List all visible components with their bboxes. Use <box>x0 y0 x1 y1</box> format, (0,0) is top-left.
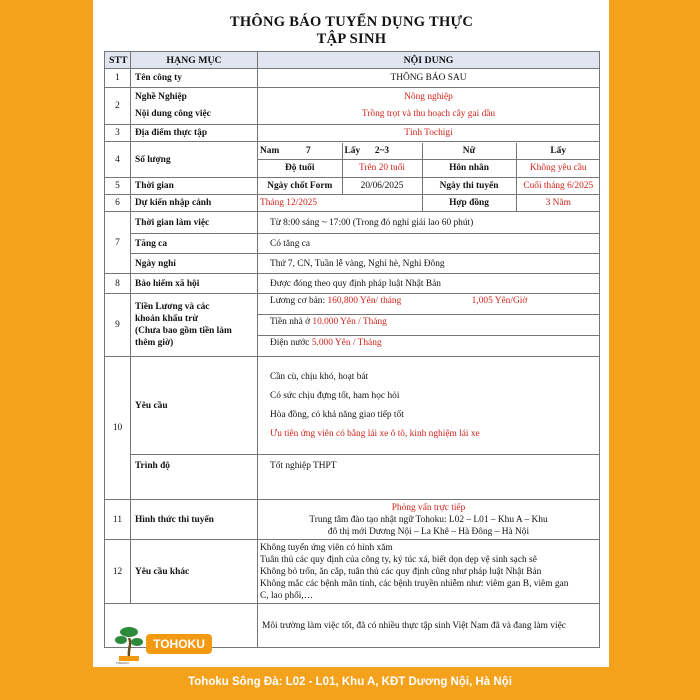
logo-text: TOHOKU <box>146 634 212 654</box>
other-requirement-item: Không tuyển ứng viên có hình xăm <box>260 542 393 553</box>
salary-label-line: khoản khấu trừ <box>135 314 198 324</box>
row-requirements <box>105 357 600 455</box>
row-label <box>131 88 258 125</box>
other-requirements-list <box>258 540 600 604</box>
row-number: 7 <box>105 212 131 274</box>
other-requirement-item: Không bỏ trốn, ăn cắp, tuân thủ các quy định cũng như pháp luật Nhật Bản <box>260 566 542 577</box>
row-number: 1 <box>105 69 131 88</box>
housing-cost <box>258 315 599 336</box>
utilities-cost <box>258 336 599 356</box>
form-deadline-label: Ngày chốt Form <box>258 178 342 194</box>
other-requirement-item: Không mắc các bệnh mãn tính, các bệnh truyền nhiễm như: viêm gan B, viêm gan <box>260 578 569 589</box>
header-noi-dung: NỘI DUNG <box>258 52 600 69</box>
row-working-time <box>105 212 600 234</box>
row-number: 2 <box>105 88 131 125</box>
header-row <box>105 52 600 69</box>
housing-value: 10.000 Yên / Tháng <box>312 317 387 327</box>
male-count: 7 <box>305 145 311 156</box>
exam-center: Trung tâm đào tạo nhật ngữ Tohoku: L02 – L01 – Khu A – Khu <box>309 514 548 525</box>
row-label: Tên công ty <box>131 69 258 88</box>
row-number: 9 <box>105 294 131 357</box>
exam-method: Phỏng vấn trực tiếp <box>391 502 466 513</box>
right-frame <box>609 0 700 700</box>
row-quantity <box>105 142 600 178</box>
row-label: Ngày nghỉ <box>131 254 258 274</box>
title-line-2: TẬP SINH <box>316 31 387 47</box>
exam-date-value: Cuối tháng 6/2025 <box>523 181 594 191</box>
row-label: Bảo hiểm xã hội <box>131 274 258 294</box>
row-label: Địa điểm thực tập <box>131 125 258 142</box>
title-line-1: THÔNG BÁO TUYỂN DỤNG THỰC <box>229 14 474 30</box>
row-location <box>105 125 600 142</box>
row-overtime <box>105 234 600 254</box>
row-label: Yêu cầu <box>131 357 258 455</box>
salary-label-line: (Chưa bao gồm tiền làm <box>135 326 232 336</box>
row-label: Yêu cầu khác <box>131 540 258 604</box>
working-time-value: Từ 8:00 sáng ~ 17:00 (Trong đó nghỉ giải lao 60 phút) <box>258 212 600 234</box>
male-take-label: Lấy <box>344 145 361 156</box>
salary-label <box>131 294 258 357</box>
base-salary-label: Lương cơ bản: <box>270 296 328 306</box>
row-education <box>105 455 600 500</box>
exam-address: đô thị mới Dương Nội – La Khê – Hà Đông – Hà Nội <box>327 526 530 537</box>
bonsai-icon <box>110 618 150 666</box>
row-number: 3 <box>105 125 131 142</box>
row-exam-form <box>105 500 600 540</box>
row-holidays <box>105 254 600 274</box>
salary-label-line: thêm giờ) <box>135 338 174 348</box>
row-number: 12 <box>105 540 131 604</box>
exam-form-value <box>258 500 600 540</box>
overtime-value: Có tăng ca <box>258 234 600 254</box>
extra-note: Môi trường làm việc tốt, đã có nhiều thực tập sinh Việt Nam đã và đang làm việc <box>258 604 600 648</box>
footer-address: Tohoku Sông Đà: L02 - L01, Khu A, KĐT Dương Nội, Hà Nội <box>188 676 512 688</box>
row-number: 10 <box>105 357 131 500</box>
education-value: Tốt nghiệp THPT <box>258 455 600 500</box>
male-label: Nam <box>260 145 280 156</box>
form-deadline-value: 20/06/2025 <box>342 178 422 194</box>
row-insurance <box>105 274 600 294</box>
location-value: Tỉnh Tochigi <box>258 125 600 142</box>
salary-label-line: Tiền Lương và các <box>135 302 210 312</box>
row-label: Dự kiến nhập cảnh <box>131 195 258 212</box>
row-number: 5 <box>105 178 131 195</box>
row-number: 11 <box>105 500 131 540</box>
header-hang-muc: HẠNG MỤC <box>131 52 258 69</box>
other-requirement-item: Tuân thủ các quy định của công ty, ký túc xá, biết dọn dẹp vệ sinh sạch sẽ <box>260 554 537 565</box>
job-content-label: Nội dung công việc <box>135 109 211 119</box>
base-salary <box>258 294 599 315</box>
time-grid <box>258 178 600 194</box>
requirement-item: Có sức chịu đựng tốt, ham học hỏi <box>270 390 400 401</box>
document-title <box>104 14 599 48</box>
row-number: 4 <box>105 142 131 178</box>
row-entry <box>105 195 600 212</box>
job-label: Nghề Nghiệp <box>135 92 187 102</box>
requirement-item: Hòa đồng, có khả năng giao tiếp tốt <box>270 409 404 420</box>
logo-subtext: TOHOKU <box>116 661 129 665</box>
requirement-priority: Ưu tiên ứng viên có bằng lái xe ô tô, kinh nghiệm lái xe <box>270 428 480 439</box>
marital-label: Hôn nhân <box>422 160 516 177</box>
age-value: Trên 20 tuổi <box>342 160 422 177</box>
row-company <box>105 69 600 88</box>
contract-label: Hợp đồng <box>422 195 516 211</box>
insurance-value: Được đóng theo quy định pháp luật Nhật Bản <box>258 274 600 294</box>
quantity-grid <box>258 143 600 177</box>
requirements-list <box>258 357 600 455</box>
housing-label: Tiền nhà ở <box>270 317 313 327</box>
female-take-label: Lấy <box>516 143 600 160</box>
tohoku-logo <box>110 618 214 666</box>
row-number: 8 <box>105 274 131 294</box>
row-label: Số lượng <box>131 142 258 178</box>
row-label: Tăng ca <box>131 234 258 254</box>
marital-value: Không yêu cầu <box>529 163 587 174</box>
row-label: Hình thức thi tuyển <box>131 500 258 540</box>
row-label: Trình độ <box>131 455 258 500</box>
entry-grid <box>258 195 600 211</box>
company-value: THÔNG BÁO SAU <box>258 69 600 88</box>
utilities-label: Điện nước <box>270 338 312 348</box>
utilities-value: 5.000 Yên / Tháng <box>311 338 382 348</box>
female-label: Nữ <box>422 143 516 160</box>
male-take-value: 2~3 <box>374 145 390 156</box>
requirement-item: Cần cù, chịu khó, hoạt bát <box>270 371 369 382</box>
hourly-wage-value: 1,005 Yên/Giờ <box>471 296 528 306</box>
recruitment-document <box>104 14 599 648</box>
header-stt: STT <box>105 52 131 69</box>
left-frame <box>0 0 93 700</box>
info-table <box>104 51 600 648</box>
contract-value: 3 Năm <box>545 198 571 208</box>
holidays-value: Thứ 7, CN, Tuần lễ vàng, Nghỉ hè, Nghỉ Đông <box>258 254 600 274</box>
job-field-value: Nông nghiệp <box>404 92 453 102</box>
row-label: Thời gian <box>131 178 258 195</box>
exam-date-label: Ngày thi tuyển <box>422 178 516 194</box>
base-salary-value: 160,800 Yên/ tháng <box>327 296 402 306</box>
row-salary <box>105 294 600 357</box>
row-other-requirements <box>105 540 600 604</box>
row-number: 6 <box>105 195 131 212</box>
age-label: Độ tuổi <box>258 160 342 177</box>
other-requirement-item: C, lao phổi,… <box>260 590 314 601</box>
job-content-value: Trồng trọt và thu hoạch cây gai dầu <box>361 109 496 119</box>
entry-value: Tháng 12/2025 <box>258 195 422 211</box>
row-label: Thời gian làm việc <box>131 212 258 234</box>
job-value <box>258 88 600 125</box>
row-time <box>105 178 600 195</box>
row-job <box>105 88 600 125</box>
